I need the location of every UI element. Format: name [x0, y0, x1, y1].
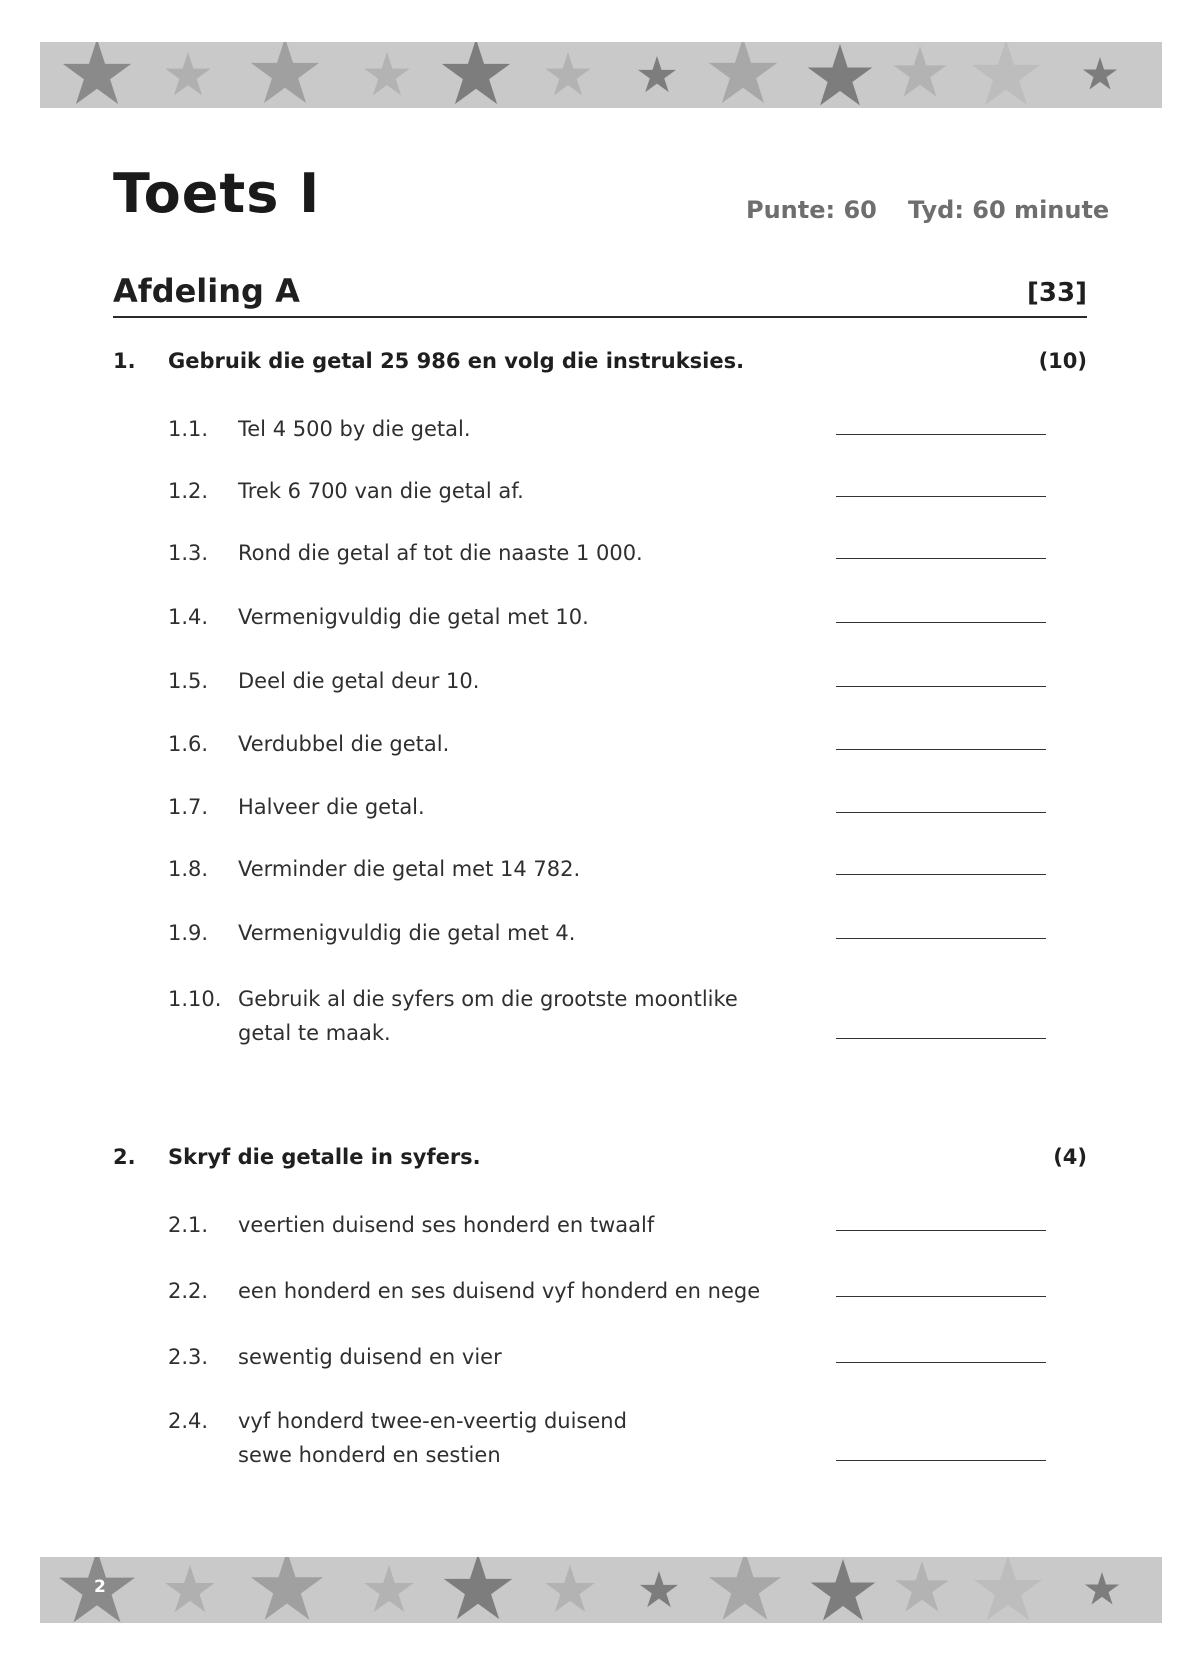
star-icon — [638, 56, 676, 92]
answer-line[interactable] — [836, 1038, 1046, 1039]
star-icon — [709, 1557, 781, 1620]
star-icon — [640, 1571, 678, 1607]
star-icon — [165, 52, 211, 95]
answer-line[interactable] — [836, 558, 1046, 559]
answer-line[interactable] — [836, 874, 1046, 875]
answer-line[interactable] — [836, 434, 1046, 435]
time-allowed: Tyd: 60 minute — [908, 196, 1110, 224]
question-text: Gebruik die getal 25 986 en volg die instruksies. — [168, 349, 745, 373]
answer-line[interactable] — [836, 686, 1046, 687]
question-text: Skryf die getalle in syfers. — [168, 1145, 481, 1169]
star-icon — [1085, 1572, 1119, 1605]
star-icon — [165, 1565, 214, 1612]
answer-line[interactable] — [836, 749, 1046, 750]
answer-line[interactable] — [836, 1230, 1046, 1231]
star-icon — [251, 42, 319, 103]
question-2-marks: (4) — [1053, 1145, 1087, 1169]
answer-line[interactable] — [836, 938, 1046, 939]
star-icon — [1083, 57, 1117, 90]
section-marks: [33] — [1027, 278, 1087, 308]
star-icon — [709, 42, 777, 103]
star-icon — [364, 52, 410, 95]
page-number: 2 — [94, 1577, 106, 1597]
answer-line[interactable] — [836, 1460, 1046, 1461]
header-star-band — [40, 42, 1162, 108]
star-decoration — [40, 42, 1162, 108]
star-icon — [442, 42, 510, 104]
star-icon — [895, 1561, 948, 1612]
star-icon — [251, 1557, 323, 1620]
star-decoration — [40, 1557, 1162, 1623]
star-icon — [893, 46, 946, 97]
star-icon — [808, 44, 873, 106]
question-number: 2. — [113, 1145, 136, 1169]
star-icon — [364, 1565, 413, 1612]
answer-line[interactable] — [836, 1362, 1046, 1363]
star-icon — [972, 42, 1040, 105]
star-icon — [545, 1565, 594, 1612]
page-title: Toets I — [113, 162, 321, 225]
question-number: 1. — [113, 349, 136, 373]
question-1-marks: (10) — [1038, 349, 1087, 373]
total-marks: Punte: 60 — [746, 196, 877, 224]
answer-line[interactable] — [836, 812, 1046, 813]
footer-star-band — [40, 1557, 1162, 1623]
star-icon — [974, 1557, 1042, 1620]
answer-line[interactable] — [836, 622, 1046, 623]
section-title: Afdeling A — [113, 272, 300, 310]
answer-line[interactable] — [836, 496, 1046, 497]
star-icon — [63, 42, 131, 104]
star-icon — [811, 1559, 876, 1621]
star-icon — [444, 1557, 512, 1619]
star-icon — [545, 52, 591, 95]
section-divider — [113, 316, 1087, 318]
answer-line[interactable] — [836, 1296, 1046, 1297]
